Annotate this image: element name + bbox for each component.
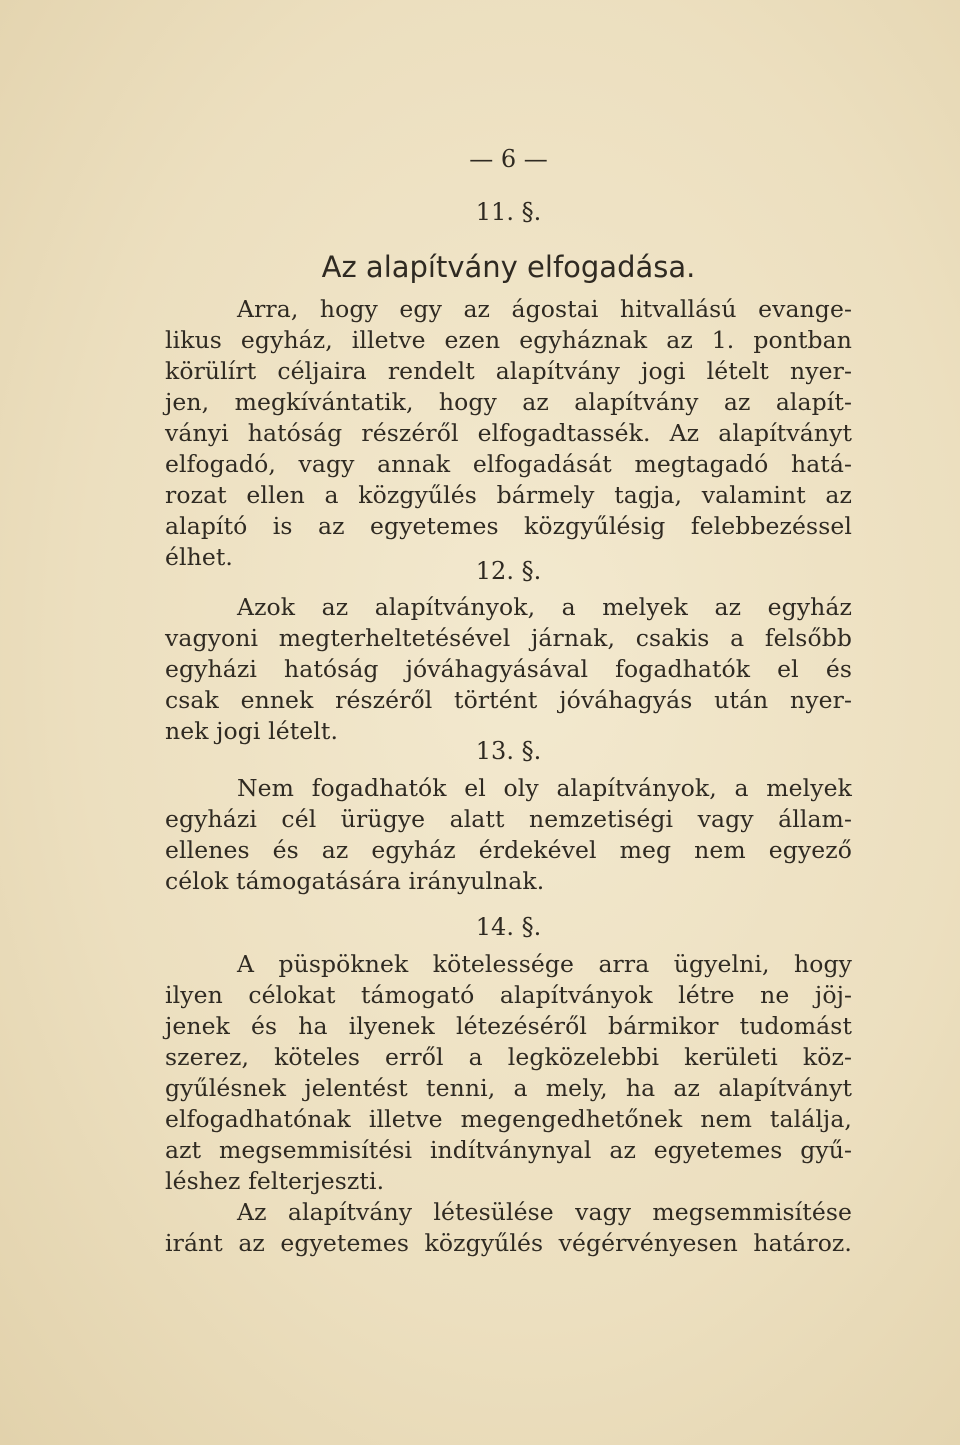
text-line: iránt az egyetemes közgyűlés végérvényesen határoz. — [165, 1229, 852, 1257]
text-line: nek jogi lételt. — [165, 717, 339, 745]
text-line: jen, megkívántatik, hogy az alapítvány az alapít- — [165, 388, 852, 416]
text-line: ellenes és az egyház érdekével meg nem egyező — [165, 836, 852, 864]
text-line: szerez, köteles erről a legközelebbi kerületi köz- — [165, 1043, 852, 1071]
text-line: ványi hatóság részéről elfogadtassék. Az alapítványt — [165, 419, 852, 447]
section-title: Az alapítvány elfogadása. — [321, 250, 696, 284]
section-heading-13: 13. §. — [475, 737, 542, 765]
section-heading-11: 11. §. — [475, 198, 542, 226]
text-line: Azok az alapítványok, a melyek az egyház — [237, 593, 852, 621]
text-line: Nem fogadhatók el oly alapítványok, a melyek — [237, 774, 852, 802]
text-line: körülírt céljaira rendelt alapítvány jogi lételt nyer- — [165, 357, 852, 385]
text-line: léshez felterjeszti. — [165, 1167, 385, 1195]
text-line: likus egyház, illetve ezen egyháznak az 1. pontban — [165, 326, 852, 354]
text-line: elfogadó, vagy annak elfogadását megtagadó hatá- — [165, 450, 852, 478]
text-line: Az alapítvány létesülése vagy megsemmisítése — [237, 1198, 852, 1226]
text-line: egyházi cél ürügye alatt nemzetiségi vagy állam- — [165, 805, 852, 833]
paragraph-11 — [165, 294, 852, 573]
section-heading-12: 12. §. — [475, 557, 542, 585]
text-line: jenek és ha ilyenek létezéséről bármikor tudomást — [165, 1012, 852, 1040]
text-line: azt megsemmisítési indítványnyal az egyetemes gyű- — [165, 1136, 852, 1164]
text-line: alapító is az egyetemes közgyűlésig felebbezéssel — [165, 512, 852, 540]
text-line: ilyen célokat támogató alapítványok létre ne jöj- — [165, 981, 852, 1009]
text-line: egyházi hatóság jóváhagyásával fogadhatók el és — [165, 655, 852, 683]
paragraph-13 — [165, 773, 852, 897]
section-heading-14: 14. §. — [475, 913, 542, 941]
text-line: vagyoni megterheltetésével járnak, csakis a felsőbb — [165, 624, 852, 652]
text-line: célok támogatására irányulnak. — [165, 867, 545, 895]
text-line: A püspöknek kötelessége arra ügyelni, hogy — [237, 950, 852, 978]
text-line: Arra, hogy egy az ágostai hitvallású evange- — [237, 295, 852, 323]
paragraph-14 — [165, 949, 852, 1259]
text-line: rozat ellen a közgyűlés bármely tagja, valamint az — [165, 481, 852, 509]
text-line: gyűlésnek jelentést tenni, a mely, ha az alapítványt — [165, 1074, 852, 1102]
text-line: elfogadhatónak illetve megengedhetőnek nem találja, — [165, 1105, 852, 1133]
text-line: csak ennek részéről történt jóváhagyás után nyer- — [165, 686, 852, 714]
paragraph-12 — [165, 592, 852, 747]
page-number: — 6 — — [469, 145, 548, 173]
text-line: élhet. — [165, 543, 233, 571]
